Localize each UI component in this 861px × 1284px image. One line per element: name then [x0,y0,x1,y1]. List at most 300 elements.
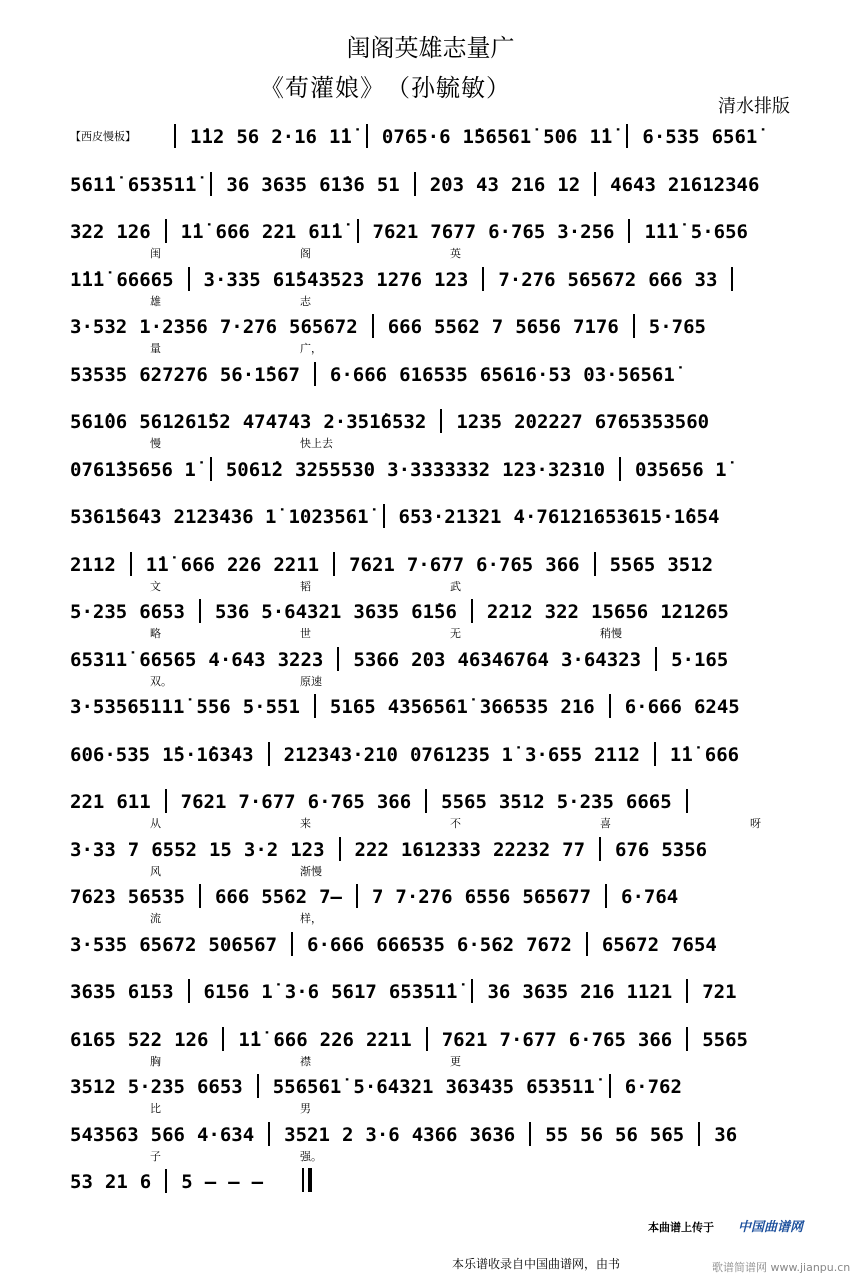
note-group: 3636 [469,1123,516,1146]
note-group: 6·535 [642,126,700,148]
note-group: 666 [215,221,250,243]
note-group: 1̇1̇ [328,126,352,148]
note-group: 5061̇2 [225,458,284,481]
score-line [70,932,800,956]
barline [594,172,596,196]
note-group: 61̇1̇ [308,221,343,243]
note-group: 721 [702,981,737,1003]
lyric-text: 喜 [600,817,611,830]
lyric-text: 世 [300,627,311,640]
lyric-text: 更 [450,1054,461,1068]
note-group: 4·643 [208,648,266,671]
note-group: 543563 [70,1123,139,1146]
lyric-text: 略 [150,627,161,640]
note-group: 66665 [116,268,174,291]
note-group: 666535 [376,933,445,956]
note-group: 216 [580,981,615,1003]
barline [174,124,176,148]
score-line [70,409,800,433]
note-group: 126 [116,221,151,243]
note-group: 61̇543523 [272,268,365,291]
lyric-text: 英 [450,247,461,260]
note-group: 33 [694,268,718,291]
barline [210,457,212,481]
note-group: 6165 [70,1028,116,1051]
barline [626,124,628,148]
note-group: 5165 [329,696,376,718]
note-group: 56 [615,1123,638,1146]
score-line [70,1122,800,1146]
note-group: 6·762 [624,1076,682,1098]
note-group: 5·235 [70,601,128,623]
note-group: 221 [70,791,105,813]
note-group: 5617 [331,981,377,1003]
note-group: 1̇1̇1̇ [644,221,679,243]
note-group: 51 [376,173,400,196]
note-group: 366 [637,1028,673,1051]
note-group: — [228,1171,240,1193]
note-group: 7621 [441,1028,488,1051]
note-group: 6·764 [621,886,679,908]
note-group: 5565 [441,791,487,813]
barline [654,742,656,766]
note-group: 1̇1̇ [589,126,613,148]
barline [291,932,293,956]
score-line [70,219,800,243]
note-group: 3·655 [524,743,583,766]
note-group: 6665 [625,791,672,813]
note-group: 7 [127,838,140,861]
note-group: 3512 [498,791,545,813]
barline [471,979,473,1003]
lyric-text: 来 [300,817,311,830]
note-group: 5356 [661,838,708,861]
barline [471,599,473,623]
note-group: 53 [70,1171,93,1193]
note-group: 56 [236,126,260,148]
note-group: 5·165 [671,648,729,671]
note-group: 3223 [277,648,324,671]
barline [165,789,167,813]
lyric-text: 原速 [300,674,322,688]
barline [655,647,657,671]
note-group: 7654 [671,933,717,956]
note-group: 2212 [486,601,533,623]
barline [188,267,190,291]
note-group: — [204,1171,217,1193]
note-group: 5·235 [556,791,614,813]
barline [337,647,339,671]
note-group: 6552 [151,838,197,861]
note-group: 1235 [456,411,503,433]
barline [188,979,190,1003]
note-group: 556 [196,696,231,718]
note-group: 3512 [667,553,714,576]
barline [628,219,630,243]
note-group: 65672 [139,933,197,956]
note-group: 6245 [693,696,740,718]
barline [383,504,385,528]
lyric-text: 呀 [750,817,761,830]
note-group: 0761̇35656 1̇ [70,458,196,481]
note-group: 6·562 [456,933,515,956]
lyric-text: 胸 [150,1054,161,1068]
note-group: 322 [70,221,105,243]
barline [314,694,316,718]
footer-note: 本乐谱收录自中国曲谱网，由书 [452,1257,621,1271]
arranger-credit: 清水排版 [718,96,790,117]
note-group: 3·6 [365,1123,400,1146]
lyric-text: 文 [150,579,161,593]
note-group: 5366 [353,648,400,671]
note-group: 0761235 1̇ [409,743,513,766]
note-group: 6·765 [488,221,546,243]
note-group: 3521 [284,1123,330,1146]
barline [633,314,635,338]
note-group: 12 [557,173,581,196]
note-group: 6·666 [307,933,365,956]
note-group: 506567 [208,933,278,956]
lyric-text: 双。 [150,674,172,688]
note-group: 2211 [365,1028,412,1051]
note-group: 203 [411,648,446,671]
lyric-text: 闺 [150,247,161,260]
note-group: 65351̇1̇ [127,173,197,196]
lyric-text: 无 [450,627,461,640]
note-group: 65616·53 [479,363,572,386]
note-group: 65351̇1̇ [388,981,458,1003]
barline [609,1074,611,1098]
barline [698,1122,700,1146]
note-group: 66565 [139,648,197,671]
note-group: 7·276 [498,268,556,291]
note-group: 61̇36 [319,173,365,196]
score-line [70,837,800,861]
note-group: 1121 [626,981,673,1003]
note-group: 627276 [139,363,208,386]
note-group: 1̇5·1̇6343 [162,743,254,766]
note-group: 6 [139,1171,152,1193]
note-group: 1̇1̇1̇ [70,268,105,291]
note-group: 3·256 [557,221,615,243]
note-group: 4·76121653615·1̇654 [513,506,720,528]
note-group: 0765·6 [381,126,451,148]
note-group: 566 [150,1123,185,1146]
note-group: 1̇1̇ [145,553,169,576]
note-group: 1̇1̇ [238,1028,262,1051]
barline [426,1027,428,1051]
note-group: 565677 [522,886,592,908]
note-group: 56·1̇567 [219,363,300,386]
note-group: 5·64321 [261,601,342,623]
note-group: 123 [434,268,469,291]
note-group: 3255530 [295,458,376,481]
barline [586,932,588,956]
note-group: 3635 [261,173,308,196]
barline [686,979,688,1003]
note-group: 7621 [372,221,419,243]
note-group: 2·16 [271,126,317,148]
score-line [172,124,800,148]
note-group: 666 [704,743,740,766]
upload-note: 本曲谱上传于 [648,1221,714,1234]
note-group: 5562 [434,316,480,338]
score-line [70,457,800,481]
lyric-text: 风 [150,864,161,878]
note-group: 7 [491,316,504,338]
note-group: 4366 [411,1123,458,1146]
note-group: 565672 [289,316,358,338]
note-group: 7621 [180,791,227,813]
note-group: 61̇56 [411,601,457,623]
note-group: 212343·210 [283,743,398,766]
site-logo: 中国曲谱网 [738,1220,804,1235]
note-group: 556561̇ [272,1076,342,1098]
barline [268,742,270,766]
note-group: 5656 [515,316,561,338]
note-group: 53535 [70,363,128,386]
note-group: 123·32310 [502,458,606,481]
note-group: 666 [214,886,250,908]
note-group: 7·276 [219,316,278,338]
note-group: 6·765 [476,553,534,576]
note-group: 3512 [70,1076,116,1098]
note-group: 226 [319,1028,354,1051]
barline [339,837,341,861]
note-group: 226 [226,553,262,576]
note-group: 77 [562,838,586,861]
barline [333,552,335,576]
score-line [70,599,800,623]
score-line [70,789,800,813]
note-group: 123 [290,838,325,861]
note-group: 6·765 [568,1028,626,1051]
note-group: 46346764 [457,648,549,671]
lyric-text: 样， [300,912,322,925]
score-line [70,267,800,291]
note-group: 5565 [702,1028,748,1051]
barline [425,789,427,813]
note-group: 1̇12 [190,126,225,148]
note-group: 2123436 1̇ [173,506,277,528]
note-group: 7672 [526,933,572,956]
note-group: 3635 [353,601,400,623]
barline [731,267,733,291]
note-group: 15 [208,838,232,861]
watermark: 歌谱简谱网 www.jianpu.cn [712,1261,851,1274]
note-group: 653·21321 [398,506,502,528]
lyric-text: 男 [300,1102,311,1115]
note-group: 6653 [139,601,185,623]
note-group: 3·33 [70,838,116,861]
score-line [70,884,800,908]
note-group: 216 [560,696,595,718]
note-group: 7677 [430,221,477,243]
note-group: 1̇ [261,981,273,1003]
note-group: 536 [214,601,250,623]
note-group: 1023561̇ [288,506,369,528]
note-group: 3635 [70,981,116,1003]
lyric-text: 子 [150,1149,161,1163]
score-line [70,979,800,1003]
note-group: 2 [341,1123,354,1146]
lyric-text: 比 [150,1102,161,1115]
barline [529,1122,531,1146]
note-group: 322 [544,601,579,623]
note-group: 611 [116,791,151,813]
note-group: 506 [543,126,578,148]
barline [268,1122,270,1146]
note-group: 561̇06 [70,411,128,433]
note-group: 666 [648,268,683,291]
note-group: 43 [476,173,499,196]
note-group: 666 [273,1028,308,1051]
barline [165,1169,167,1193]
score-line [70,552,800,576]
note-group: 474743 [242,411,312,433]
barline [482,267,484,291]
barline [372,314,374,338]
note-group: 2112 [594,743,640,766]
page-title: 闺阁英雄志量广 [346,34,515,62]
barline [210,172,212,196]
note-group: 6765353560 [594,411,710,433]
lyric-text: 稍慢 [600,627,622,640]
note-group: 3·2 [243,838,279,861]
note-group: 366 [545,553,580,576]
score-line [70,694,800,718]
lyric-text: 从 [150,817,161,830]
note-group: 666 [387,316,423,338]
note-group: 676 [615,838,650,861]
score-line [70,172,800,196]
note-group: 561261̇52 [139,411,231,433]
note-group: 7·677 [499,1028,557,1051]
note-group: 6·765 [307,791,365,813]
lyric-text: 阁 [300,247,311,260]
opera-subtitle: 《荀灌娘》 （孙毓敏） [260,74,511,102]
lyric-text: 雄 [150,294,161,308]
barline [686,789,688,813]
note-group: 216 [510,173,546,196]
note-group: 1̇1̇ [669,743,693,766]
lyric-text: 广， [300,342,322,355]
note-group: — [251,1171,264,1193]
note-group: 2·351̇6532 [323,411,427,433]
note-group: 5·235 [127,1076,185,1098]
score-line [70,1027,800,1051]
note-group: 035656 1̇ [635,458,727,481]
note-group: 15656 [591,601,649,623]
note-group: 121265 [660,601,729,623]
score-line [70,647,800,671]
note-group: 21 [104,1171,128,1193]
note-group: 7·677 [238,791,296,813]
note-group: 1̇56561̇ [462,126,532,148]
note-group: 5·551 [242,696,300,718]
barline [314,362,316,386]
note-group: 666 [180,553,215,576]
note-group: 7623 [70,886,116,908]
barline [414,172,416,196]
tempo-mark: 【西皮慢板】 [70,130,136,143]
lyric-text: 慢 [150,437,161,450]
note-group: 6·666 [624,696,682,718]
note-group: 6156 [203,981,250,1003]
lyric-text: 量 [150,342,161,355]
note-group: 3635 [522,981,569,1003]
note-group: 5·64321 [353,1076,434,1098]
note-group: 6153 [127,981,174,1003]
note-group: 7621 [349,553,395,576]
note-group: 65311̇ [70,648,128,671]
note-group: 5565 [609,553,656,576]
score-line [70,1074,800,1098]
note-group: 203 [429,173,465,196]
barline [440,409,442,433]
note-group: 22232 [492,838,551,861]
score-line [70,742,800,766]
note-group: 6·666 [329,363,388,386]
note-group: 4·634 [196,1123,255,1146]
score-line [70,1169,800,1193]
note-group: 522 [127,1028,163,1051]
note-group: 56 [580,1123,604,1146]
note-group: 366535 [479,696,549,718]
note-group: 56535 [127,886,185,908]
final-barline [302,1168,312,1192]
barline [222,1027,224,1051]
note-group: 6556 [464,886,511,908]
barline [619,457,621,481]
lyric-text: 流 [150,912,161,925]
note-group: 126 [174,1028,209,1051]
barline [609,694,611,718]
lyric-text: 强。 [300,1149,322,1163]
note-group: 3·64323 [560,648,642,671]
note-group: 221 [261,221,297,243]
note-group: 36 [714,1123,738,1146]
barline [199,599,201,623]
lyric-text: 不 [450,817,461,830]
note-group: 202227 [514,411,583,433]
note-group: 565672 [567,268,637,291]
note-group: 5·656 [690,221,748,243]
note-group: 606·535 [70,743,151,766]
barline [605,884,607,908]
lyric-text: 韬 [300,579,311,593]
note-group: 4356561̇ [387,696,468,718]
barline [357,219,359,243]
note-group: 3·535 [70,933,128,956]
lyric-text: 襟 [300,1054,311,1068]
lyric-text: 渐慢 [300,864,322,878]
lyric-text: 武 [450,579,461,593]
note-group: 55 [545,1123,569,1146]
score-line [70,314,800,338]
note-group: 7 [371,886,384,908]
note-group: 561̇1̇ [70,173,116,196]
note-group: 21612346 [667,173,760,196]
note-group: 6653 [196,1076,243,1098]
note-group: 616535 [399,363,468,386]
note-group: 366 [376,791,412,813]
note-group: 65672 [601,933,660,956]
note-group: 3·53565111̇ [70,696,185,718]
note-group: 3·532 [70,316,128,338]
lyric-text: 志 [300,294,311,308]
note-group: 7·677 [406,553,465,576]
